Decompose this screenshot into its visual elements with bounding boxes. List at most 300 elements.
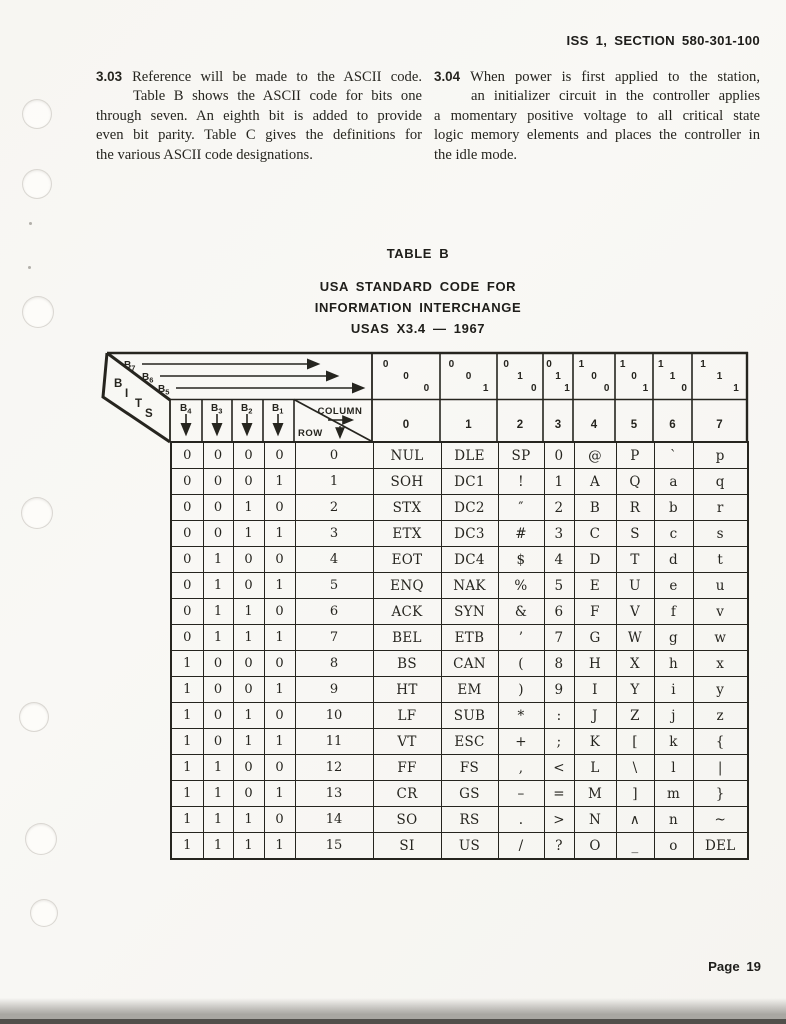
code-cell: < [544,755,574,781]
bit-cell: 0 [233,573,264,599]
code-cell: r [693,495,748,521]
row-number-cell: 8 [295,651,373,677]
bit-cell: 0 [264,547,295,573]
code-cell: v [693,599,748,625]
header-bit: 1 [517,371,523,382]
code-cell: t [693,547,748,573]
bits-letter: B [114,378,123,390]
code-cell: 8 [544,651,574,677]
code-cell: NUL [373,442,441,469]
binder-hole [25,823,57,855]
bit-cell: 0 [171,573,203,599]
code-cell: R [616,495,654,521]
code-cell: 2 [544,495,574,521]
code-cell: SI [373,833,441,860]
header-bit: 0 [681,383,687,394]
code-cell: # [498,521,544,547]
code-cell: & [498,599,544,625]
code-cell: T [616,547,654,573]
row-number-cell: 6 [295,599,373,625]
paragraph-line: an initializer circuit in the controller applies [471,88,760,105]
bit-cell: 0 [264,442,295,469]
header-bit: 0 [382,359,389,370]
b3-label: $B_3$ [211,403,223,416]
code-cell: } [693,781,748,807]
code-cell: ACK [373,599,441,625]
code-cell: W [616,625,654,651]
b5-label: $B_5$ [158,384,170,397]
code-cell: ESC [441,729,498,755]
code-cell: b [654,495,693,521]
code-cell: o [654,833,693,860]
bit-cell: 0 [233,755,264,781]
code-cell: j [654,703,693,729]
code-cell: l [654,755,693,781]
paragraph-text: Reference will be made to the ASCII code. [132,69,422,85]
bit-cell: 1 [171,755,203,781]
bit-cell: 0 [264,703,295,729]
header-bit: 1 [578,359,585,370]
code-cell: x [693,651,748,677]
code-cell: DC1 [441,469,498,495]
code-cell: CR [373,781,441,807]
code-cell: DC3 [441,521,498,547]
bit-cell: 0 [233,442,264,469]
code-cell: RS [441,807,498,833]
b4-label: $B_4$ [180,403,192,416]
code-cell: ∧ [616,807,654,833]
code-cell: NAK [441,573,498,599]
column-number: 2 [516,419,524,431]
code-cell: z [693,703,748,729]
bit-cell: 0 [203,521,233,547]
code-cell: ( [498,651,544,677]
header-bit: 1 [555,371,561,382]
paragraph-line: the idle mode. [434,146,518,163]
bit-cell: 0 [171,495,203,521]
code-cell: H [574,651,616,677]
ascii-code-table [100,350,750,872]
bit-cell: 0 [233,781,264,807]
code-cell: I [574,677,616,703]
header-bit: 1 [482,383,489,394]
row-number-cell: 14 [295,807,373,833]
code-cell: BS [373,651,441,677]
code-cell: SYN [441,599,498,625]
code-cell: i [654,677,693,703]
code-cell: 7 [544,625,574,651]
header-bit: 0 [591,371,597,382]
bit-cell: 0 [203,703,233,729]
code-cell: DC2 [441,495,498,521]
row-number-cell: 15 [295,833,373,860]
code-cell: | [693,755,748,781]
header-bit: 1 [700,359,706,370]
column-number: 0 [402,419,410,431]
paragraph-line: through seven. An eighth bit is added to provide [96,107,422,124]
code-cell: 4 [544,547,574,573]
header-bit: 0 [603,383,610,394]
code-cell: BEL [373,625,441,651]
row-number-cell: 5 [295,573,373,599]
table-row [171,833,748,860]
code-cell: ~ [693,807,748,833]
bit-cell: 1 [233,521,264,547]
code-cell: FF [373,755,441,781]
code-cell: SUB [441,703,498,729]
header-bit: 0 [465,371,472,382]
code-cell: P [616,442,654,469]
code-cell: _ [616,833,654,860]
code-cell: q [693,469,748,495]
row-number-cell: 9 [295,677,373,703]
table-row [171,755,748,781]
bit-cell: 0 [171,469,203,495]
code-cell: % [498,573,544,599]
bits-letter: S [145,408,153,420]
binder-hole [22,99,52,129]
bit-cell: 1 [203,781,233,807]
paragraph-3-04 [434,67,760,165]
paragraph-number: 3.03 [96,69,123,84]
row-number-cell: 12 [295,755,373,781]
scan-bottom-edge [0,998,786,1024]
bit-cell: 0 [171,599,203,625]
ascii-table-body-grid [170,441,749,860]
bit-cell: 0 [264,755,295,781]
code-cell: h [654,651,693,677]
code-cell: G [574,625,616,651]
table-row [171,729,748,755]
code-cell: L [574,755,616,781]
code-cell: ) [498,677,544,703]
bit-cell: 1 [264,833,295,860]
code-cell: X [616,651,654,677]
header-bit: 0 [503,359,509,370]
bit-cell: 1 [233,703,264,729]
bit-cell: 0 [233,677,264,703]
table-row [171,625,748,651]
paragraph-line: a momentary positive voltage to all critical state [434,107,760,124]
code-cell: J [574,703,616,729]
paragraph-text: When power is first applied to the station, [470,69,760,85]
code-cell: 0 [544,442,574,469]
bit-cell: 0 [203,677,233,703]
bit-cell: 1 [203,625,233,651]
bit-cell: 1 [203,833,233,860]
bit-cell: 1 [171,833,203,860]
row-number-cell: 10 [295,703,373,729]
bit-cell: 0 [233,547,264,573]
header-bit: 0 [631,371,637,382]
binder-hole [22,296,54,328]
row-number-cell: 4 [295,547,373,573]
bit-cell: 1 [264,625,295,651]
bit-cell: 0 [264,807,295,833]
bit-cell: 1 [171,807,203,833]
code-cell: DLE [441,442,498,469]
page-number: Page 19 [708,959,761,974]
code-cell: { [693,729,748,755]
code-cell: 9 [544,677,574,703]
row-number-cell: 11 [295,729,373,755]
bit-cell: 1 [264,729,295,755]
table-row [171,573,748,599]
bit-cell: 0 [203,729,233,755]
code-cell: FS [441,755,498,781]
bit-cell: 0 [233,651,264,677]
column-number: 4 [590,419,598,431]
table-title: TABLE B [386,246,450,261]
table-row [171,651,748,677]
code-cell: g [654,625,693,651]
paragraph-line [96,67,422,87]
code-cell: SOH [373,469,441,495]
code-cell: EOT [373,547,441,573]
column-number: 3 [554,419,562,431]
table-row [171,469,748,495]
bit-cell: 1 [264,781,295,807]
code-cell: p [693,442,748,469]
b7-label: $B_7$ [124,360,136,373]
code-cell: ’ [498,625,544,651]
code-cell: c [654,521,693,547]
code-cell: EM [441,677,498,703]
code-cell: m [654,781,693,807]
code-cell: US [441,833,498,860]
bit-cell: 1 [171,651,203,677]
code-cell: V [616,599,654,625]
binder-hole [30,899,58,927]
code-cell: DEL [693,833,748,860]
bit-cell: 0 [171,442,203,469]
bit-cell: 0 [171,547,203,573]
code-cell: SP [498,442,544,469]
code-cell: B [574,495,616,521]
table-standard: USAS X3.4 — 1967 [350,321,486,336]
code-cell: / [498,833,544,860]
code-cell: + [498,729,544,755]
paper-speck [28,266,31,269]
table-row [171,807,748,833]
code-cell: 1 [544,469,574,495]
code-cell: S [616,521,654,547]
bit-cell: 1 [203,573,233,599]
table-subtitle: INFORMATION INTERCHANGE [314,300,522,315]
bit-cell: 1 [203,599,233,625]
paragraph-line: the various ASCII code designations. [96,146,313,163]
header-bit: 1 [733,383,739,394]
table-row [171,547,748,573]
code-cell: F [574,599,616,625]
bit-cell: 1 [203,755,233,781]
bit-cell: 0 [264,651,295,677]
table-row [171,442,748,469]
code-cell: N [574,807,616,833]
code-cell: C [574,521,616,547]
code-cell: $ [498,547,544,573]
bits-letter: T [135,398,143,410]
code-cell: w [693,625,748,651]
paragraph-line: logic memory elements and places the controller in [434,127,760,144]
bit-cell: 1 [203,807,233,833]
code-cell: ` [654,442,693,469]
code-cell: LF [373,703,441,729]
b2-label: $B_2$ [241,403,253,416]
bit-cell: 0 [203,442,233,469]
bit-cell: 0 [264,495,295,521]
paragraph-line [434,67,760,87]
code-cell: a [654,469,693,495]
code-cell: DC4 [441,547,498,573]
paragraph-3-03 [96,67,422,165]
code-cell: ENQ [373,573,441,599]
code-cell: Q [616,469,654,495]
header-bit: 0 [423,383,430,394]
code-cell: d [654,547,693,573]
code-cell: [ [616,729,654,755]
table-subtitle: USA STANDARD CODE FOR [319,279,517,294]
column-label: COLUMN [317,406,363,417]
row-label: ROW [298,428,323,439]
code-cell: 3 [544,521,574,547]
table-row [171,521,748,547]
code-cell: STX [373,495,441,521]
code-cell: CAN [441,651,498,677]
column-bit-headers [383,359,739,431]
bit-cell: 0 [203,651,233,677]
bit-cell: 0 [264,599,295,625]
code-cell: > [544,807,574,833]
header-bit: 1 [669,371,676,382]
header-bit: 1 [716,371,723,382]
header-bit: 0 [546,359,552,370]
row-number-cell: 1 [295,469,373,495]
table-row [171,781,748,807]
code-cell: K [574,729,616,755]
bit-cell: 1 [264,677,295,703]
bit-cell: 1 [233,625,264,651]
column-number: 7 [716,419,723,431]
code-cell: E [574,573,616,599]
bit-cell: 0 [171,521,203,547]
header-bit: 0 [448,359,455,370]
paragraph-number: 3.04 [434,69,461,84]
code-cell: 5 [544,573,574,599]
bit-cell: 1 [233,833,264,860]
code-cell: , [498,755,544,781]
bit-cell: 1 [233,729,264,755]
paragraph-line: Table B shows the ASCII code for bits one [133,88,422,105]
code-cell: D [574,547,616,573]
row-number-cell: 0 [295,442,373,469]
bit-cell: 1 [264,521,295,547]
binder-hole [21,497,53,529]
b6-label: $B_6$ [142,372,154,385]
header-bit: 0 [531,383,537,394]
column-number: 6 [669,419,676,431]
code-cell: . [498,807,544,833]
header-bit: 1 [642,383,649,394]
code-cell: n [654,807,693,833]
code-cell: M [574,781,616,807]
bit-cell: 1 [264,469,295,495]
code-cell: VT [373,729,441,755]
code-cell: * [498,703,544,729]
code-cell: O [574,833,616,860]
code-cell: U [616,573,654,599]
table-row [171,677,748,703]
bit-cell: 0 [233,469,264,495]
row-number-cell: 13 [295,781,373,807]
code-cell: ! [498,469,544,495]
code-cell: Z [616,703,654,729]
header-bit: 0 [403,371,409,382]
table-row [171,703,748,729]
bit-cell: 1 [233,599,264,625]
ascii-table-body [171,442,748,859]
row-number-cell: 2 [295,495,373,521]
doc-section-header: ISS 1, SECTION 580-301-100 [566,33,760,48]
code-cell: ETB [441,625,498,651]
code-cell: ″ [498,495,544,521]
bit-cell: 0 [171,625,203,651]
table-row [171,599,748,625]
code-cell: ? [544,833,574,860]
code-cell: y [693,677,748,703]
bit-cell: 0 [203,469,233,495]
bit-cell: 1 [264,573,295,599]
bit-cell: 1 [171,677,203,703]
header-bit: 1 [564,383,570,394]
binder-hole [22,169,52,199]
header-bit: 1 [619,359,626,370]
code-cell: A [574,469,616,495]
code-cell: SO [373,807,441,833]
code-cell: @ [574,442,616,469]
code-cell: HT [373,677,441,703]
code-cell: GS [441,781,498,807]
b1-label: $B_1$ [272,403,284,416]
code-cell: 6 [544,599,574,625]
code-cell: u [693,573,748,599]
paragraph-line: even bit parity. Table C gives the definitions for [96,127,422,144]
code-cell: k [654,729,693,755]
bit-cell: 1 [233,807,264,833]
paper-speck [29,222,32,225]
code-cell: : [544,703,574,729]
code-cell: = [544,781,574,807]
code-cell: – [498,781,544,807]
binder-hole [19,702,49,732]
table-row [171,495,748,521]
column-number: 1 [465,419,472,431]
bit-cell: 1 [233,495,264,521]
bit-cell: 1 [203,547,233,573]
code-cell: e [654,573,693,599]
column-number: 5 [630,419,638,431]
code-cell: \ [616,755,654,781]
bits-letter: I [125,388,129,400]
code-cell: ETX [373,521,441,547]
bit-cell: 1 [171,703,203,729]
row-number-cell: 7 [295,625,373,651]
header-bit: 1 [658,359,664,370]
code-cell: s [693,521,748,547]
bit-cell: 1 [171,781,203,807]
bit-cell: 1 [171,729,203,755]
row-number-cell: 3 [295,521,373,547]
